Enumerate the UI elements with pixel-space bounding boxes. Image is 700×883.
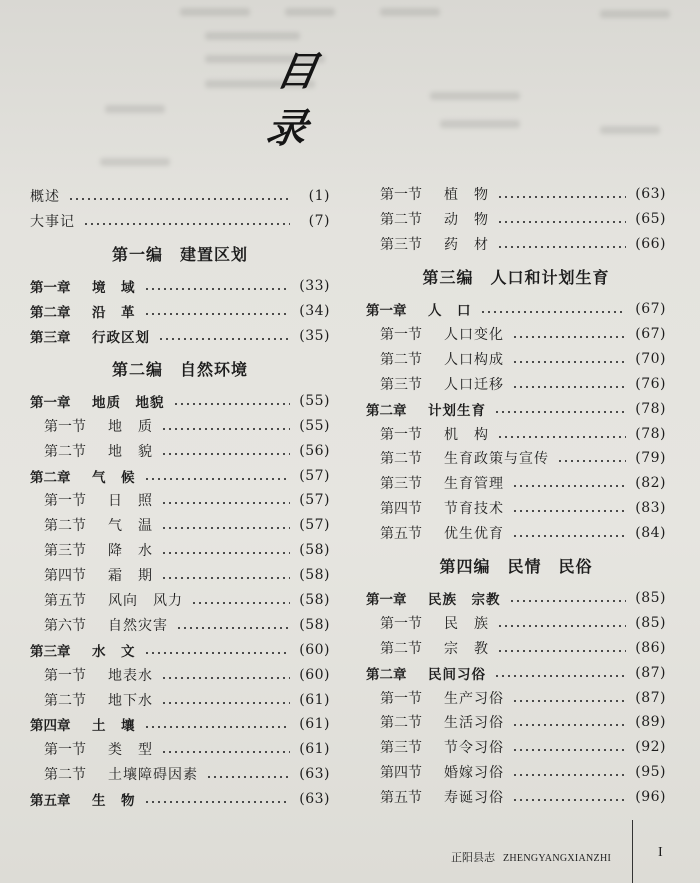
dot-leader [512, 774, 626, 776]
entry-page-number: (33) [299, 278, 330, 295]
entry-title: 气 候 [92, 469, 136, 486]
dot-leader [144, 726, 291, 728]
entry-page-number: (34) [299, 303, 330, 320]
dot-leader [512, 361, 626, 363]
entry-number: 第一节 [44, 493, 86, 510]
entry-page-number: (70) [635, 350, 666, 367]
entry-number: 第一节 [380, 615, 422, 632]
plain-entry[interactable] [30, 209, 330, 234]
chapter-entry[interactable] [30, 299, 330, 324]
entry-title: 类 型 [108, 742, 153, 759]
dot-leader [161, 552, 290, 554]
entry-page-number: (60) [299, 641, 330, 658]
dot-leader [512, 700, 626, 702]
entry-page-number: (60) [299, 666, 330, 683]
section-entry[interactable] [30, 588, 330, 613]
entry-title: 地下水 [108, 692, 153, 709]
footer-book-title [451, 849, 611, 865]
entry-label [380, 184, 489, 204]
entry-title: 土壤障碍因素 [108, 767, 198, 784]
entry-page-number: (57) [299, 517, 330, 534]
section-entry[interactable] [366, 322, 666, 347]
entry-number: 第五章 [30, 793, 71, 810]
entry-title: 地质 地貌 [92, 394, 165, 411]
chapter-entry[interactable] [366, 396, 666, 421]
entry-label [44, 490, 153, 510]
entry-title: 节育技术 [444, 501, 504, 518]
entry-number: 第二章 [366, 666, 407, 683]
entry-title: 日 照 [108, 493, 153, 510]
entry-label [44, 590, 183, 610]
entry-title: 概述 [30, 189, 60, 206]
entry-label [380, 324, 504, 344]
entry-label [380, 209, 489, 229]
entry-label [44, 615, 168, 635]
entry-title: 优生优育 [444, 526, 504, 543]
section-entry[interactable] [366, 371, 666, 396]
entry-title: 霜 期 [108, 568, 153, 585]
entry-page-number: (85) [635, 590, 666, 607]
entry-number: 第四节 [380, 765, 422, 782]
entry-page-number: (61) [299, 716, 330, 733]
page-title: 目 录 [262, 49, 343, 152]
entry-number: 第三章 [30, 330, 71, 346]
entry-title: 地表水 [108, 667, 153, 684]
dot-leader [161, 453, 290, 455]
entry-page-number: (58) [299, 567, 330, 584]
entry-page-number: (66) [635, 236, 666, 253]
entry-label [380, 762, 504, 782]
entry-title: 人口构成 [444, 351, 504, 368]
entry-page-number: (1) [308, 188, 330, 205]
section-entry[interactable] [366, 421, 666, 446]
entry-label [44, 739, 153, 759]
entry-title: 生育管理 [444, 476, 504, 493]
chapter-entry[interactable] [30, 274, 330, 299]
entry-number: 第三节 [380, 376, 422, 393]
entry-page-number: (67) [635, 301, 666, 318]
dot-leader [68, 198, 290, 200]
dot-leader [497, 246, 626, 248]
entry-page-number: (86) [635, 639, 666, 656]
dot-leader [497, 625, 626, 627]
section-entry[interactable] [366, 635, 666, 660]
plain-entry[interactable] [30, 184, 330, 209]
entry-label [380, 349, 504, 369]
entry-title: 人 口 [428, 303, 472, 320]
entry-label [380, 424, 489, 444]
entry-title: 风向 风力 [108, 593, 183, 610]
section-entry[interactable] [366, 735, 666, 760]
entry-number: 第一章 [366, 592, 407, 609]
entry-label [380, 787, 504, 807]
part-heading: 第二编 自然环境 [111, 359, 248, 379]
entry-label [30, 301, 136, 321]
dot-leader [161, 677, 290, 679]
section-entry[interactable] [30, 538, 330, 563]
entry-label [380, 234, 489, 254]
entry-number: 第二节 [380, 212, 422, 229]
entry-label [30, 640, 136, 660]
entry-title: 药 材 [444, 237, 489, 254]
dot-leader [144, 288, 291, 290]
entry-page-number: (55) [299, 417, 330, 434]
entry-page-number: (57) [299, 467, 330, 484]
entry-page-number: (63) [635, 186, 666, 203]
section-entry[interactable] [30, 762, 330, 787]
toc-left-column [30, 184, 330, 812]
entry-label [44, 515, 153, 535]
entry-title: 降 水 [108, 543, 153, 560]
entry-number: 第二节 [44, 518, 86, 535]
dot-leader [512, 535, 626, 537]
entry-number: 第三节 [380, 237, 422, 254]
section-entry[interactable] [30, 563, 330, 588]
section-entry[interactable] [366, 232, 666, 257]
dot-leader [83, 223, 290, 225]
dot-leader [191, 602, 290, 604]
section-entry[interactable] [366, 182, 666, 207]
entry-page-number: (35) [299, 328, 330, 344]
chapter-entry[interactable] [30, 388, 330, 413]
section-entry[interactable] [30, 488, 330, 513]
entry-number: 第二节 [380, 451, 422, 468]
entry-title: 人口变化 [444, 327, 504, 343]
chapter-entry[interactable] [366, 586, 666, 611]
entry-label [30, 186, 60, 206]
chapter-entry[interactable] [366, 660, 666, 685]
entry-title: 生产习俗 [444, 690, 504, 707]
dot-leader [494, 411, 626, 413]
entry-number: 第一节 [44, 418, 86, 435]
entry-number: 第二节 [44, 443, 86, 460]
page-number: I [658, 845, 663, 860]
section-entry[interactable] [366, 521, 666, 546]
section-entry[interactable] [366, 685, 666, 710]
entry-number: 第一章 [30, 394, 71, 411]
entry-title: 机 构 [444, 426, 489, 443]
dot-leader [557, 460, 626, 462]
section-entry[interactable] [30, 413, 330, 438]
entry-number: 第一节 [380, 327, 422, 343]
section-entry[interactable] [30, 612, 330, 637]
entry-label [44, 565, 153, 585]
entry-label [366, 588, 501, 608]
entry-page-number: (78) [635, 425, 666, 442]
entry-title: 动 物 [444, 212, 489, 229]
entry-page-number: (63) [299, 766, 330, 783]
entry-number: 第二章 [366, 402, 407, 419]
dot-leader [144, 801, 291, 803]
section-entry[interactable] [30, 438, 330, 463]
entry-label [380, 638, 489, 658]
part-heading: 第一编 建置区划 [111, 245, 248, 265]
dot-leader [512, 724, 626, 726]
section-entry[interactable] [366, 785, 666, 810]
entry-number: 第三节 [380, 740, 422, 757]
dot-leader [512, 799, 626, 801]
entry-number: 第四节 [380, 501, 422, 518]
entry-number: 第一节 [380, 690, 422, 707]
entry-title: 节令习俗 [444, 740, 504, 757]
entry-title: 水 文 [92, 643, 136, 660]
entry-label [30, 466, 136, 486]
dot-leader [161, 428, 290, 430]
entry-label [30, 391, 165, 411]
entry-label [380, 374, 504, 394]
dot-leader [512, 386, 626, 388]
entry-page-number: (7) [308, 213, 330, 230]
entry-page-number: (61) [299, 741, 330, 758]
entry-title: 自然灾害 [108, 617, 168, 634]
entry-label [380, 737, 504, 757]
section-entry[interactable] [366, 207, 666, 232]
section-entry[interactable] [30, 513, 330, 538]
entry-label [366, 663, 486, 683]
section-entry[interactable] [366, 760, 666, 785]
entry-title: 大事记 [30, 214, 75, 231]
entry-page-number: (58) [299, 616, 330, 633]
entry-label [30, 714, 136, 734]
entry-page-number: (58) [299, 542, 330, 559]
dot-leader [144, 652, 291, 654]
entry-title: 土 壤 [92, 718, 136, 735]
entry-title: 生活习俗 [444, 715, 504, 732]
entry-label [380, 613, 489, 633]
footer-divider [632, 820, 633, 883]
entry-number: 第五节 [380, 790, 422, 807]
entry-page-number: (79) [635, 450, 666, 467]
entry-page-number: (61) [299, 691, 330, 708]
entry-title: 地 貌 [108, 443, 153, 460]
entry-number: 第二节 [380, 351, 422, 368]
entry-page-number: (65) [635, 211, 666, 228]
entry-number: 第一节 [380, 187, 422, 204]
dot-leader [158, 338, 290, 340]
entry-label [44, 416, 153, 436]
entry-number: 第四节 [44, 568, 86, 585]
entry-label [44, 690, 153, 710]
entry-title: 境 域 [92, 280, 136, 297]
entry-label [30, 326, 150, 346]
entry-page-number: (56) [299, 442, 330, 459]
entry-number: 第六节 [44, 617, 86, 634]
entry-title: 寿诞习俗 [444, 790, 504, 807]
entry-number: 第二章 [30, 469, 71, 486]
entry-label [380, 688, 504, 708]
section-entry[interactable] [366, 471, 666, 496]
entry-title: 计划生育 [428, 402, 486, 419]
section-entry[interactable] [366, 610, 666, 635]
entry-label [380, 523, 504, 543]
entry-number: 第一章 [366, 303, 407, 320]
section-entry[interactable] [30, 662, 330, 687]
entry-page-number: (57) [299, 492, 330, 509]
entry-page-number: (55) [299, 392, 330, 409]
part-heading: 第三编 人口和计划生育 [422, 268, 610, 288]
entry-number: 第一节 [44, 667, 86, 684]
entry-label [44, 540, 153, 560]
entry-title: 民间习俗 [428, 666, 486, 683]
entry-label [366, 299, 472, 319]
entry-number: 第三章 [30, 643, 71, 660]
entry-label [366, 399, 486, 419]
entry-page-number: (82) [635, 475, 666, 492]
entry-number: 第三节 [380, 476, 422, 493]
chapter-entry[interactable] [366, 297, 666, 322]
entry-page-number: (84) [635, 525, 666, 542]
entry-page-number: (87) [635, 689, 666, 706]
dot-leader [173, 403, 291, 405]
entry-page-number: (92) [635, 739, 666, 756]
entry-title: 行政区划 [92, 330, 150, 346]
entry-number: 第二节 [44, 767, 86, 784]
dot-leader [497, 436, 626, 438]
entry-number: 第二节 [380, 640, 422, 657]
section-entry[interactable] [366, 446, 666, 471]
entry-number: 第一节 [44, 742, 86, 759]
footer-title-cn: 正阳县志 [451, 851, 495, 864]
dot-leader [161, 527, 290, 529]
dot-leader [144, 478, 291, 480]
dot-leader [497, 196, 626, 198]
entry-number: 第五节 [44, 593, 86, 610]
section-entry[interactable] [366, 710, 666, 735]
entry-label [44, 441, 153, 461]
entry-number: 第五节 [380, 526, 422, 543]
entry-label [380, 473, 504, 493]
entry-page-number: (63) [299, 791, 330, 808]
dot-leader [206, 776, 290, 778]
entry-number: 第三节 [44, 543, 86, 560]
entry-title: 婚嫁习俗 [444, 765, 504, 782]
section-entry[interactable] [366, 346, 666, 371]
section-entry[interactable] [366, 496, 666, 521]
entry-page-number: (89) [635, 714, 666, 731]
entry-title: 植 物 [444, 187, 489, 204]
dot-leader [512, 510, 626, 512]
dot-leader [512, 749, 626, 751]
section-entry[interactable] [30, 687, 330, 712]
dot-leader [512, 485, 626, 487]
entry-label [380, 498, 504, 518]
entry-title: 生育政策与宣传 [444, 451, 549, 468]
entry-title: 生 物 [92, 793, 136, 810]
entry-title: 民 族 [444, 615, 489, 632]
entry-title: 地 质 [108, 418, 153, 435]
entry-page-number: (58) [299, 592, 330, 609]
entry-number: 第一章 [30, 280, 71, 297]
entry-number: 第四章 [30, 718, 71, 735]
chapter-entry[interactable] [30, 463, 330, 488]
entry-title: 民族 宗教 [428, 592, 501, 609]
entry-number: 第二节 [44, 692, 86, 709]
dot-leader [161, 577, 290, 579]
entry-label [44, 665, 153, 685]
entry-label [30, 276, 136, 296]
entry-label [44, 764, 198, 784]
entry-title: 人口迁移 [444, 376, 504, 393]
dot-leader [144, 313, 291, 315]
entry-page-number: (83) [635, 500, 666, 517]
entry-page-number: (67) [635, 326, 666, 342]
entry-title: 沿 革 [92, 305, 136, 322]
section-entry[interactable] [30, 737, 330, 762]
dot-leader [161, 502, 290, 504]
chapter-entry[interactable] [30, 787, 330, 812]
dot-leader [509, 600, 627, 602]
dot-leader [161, 751, 290, 753]
dot-leader [176, 627, 290, 629]
entry-number: 第二章 [30, 305, 71, 322]
entry-number: 第一节 [380, 426, 422, 443]
chapter-entry[interactable] [30, 712, 330, 737]
chapter-entry[interactable] [30, 637, 330, 662]
part-heading: 第四编 民情 民俗 [439, 557, 593, 577]
entry-page-number: (96) [635, 789, 666, 806]
dot-leader [494, 675, 626, 677]
entry-page-number: (76) [635, 375, 666, 392]
entry-title: 气 温 [108, 518, 153, 535]
footer-title-en: ZHENGYANGXIANZHI [503, 853, 612, 864]
toc-right-column [366, 182, 666, 810]
chapter-entry[interactable] [30, 324, 330, 349]
dot-leader [512, 336, 626, 338]
dot-leader [497, 650, 626, 652]
dot-leader [480, 311, 627, 313]
entry-page-number: (85) [635, 614, 666, 631]
entry-label [30, 789, 136, 809]
dot-leader [497, 221, 626, 223]
entry-page-number: (78) [635, 400, 666, 417]
entry-number: 第二节 [380, 715, 422, 732]
entry-label [380, 448, 549, 468]
entry-title: 宗 教 [444, 640, 489, 657]
dot-leader [161, 702, 290, 704]
entry-label [380, 712, 504, 732]
entry-page-number: (87) [635, 664, 666, 681]
entry-label [30, 211, 75, 231]
entry-page-number: (95) [635, 764, 666, 781]
